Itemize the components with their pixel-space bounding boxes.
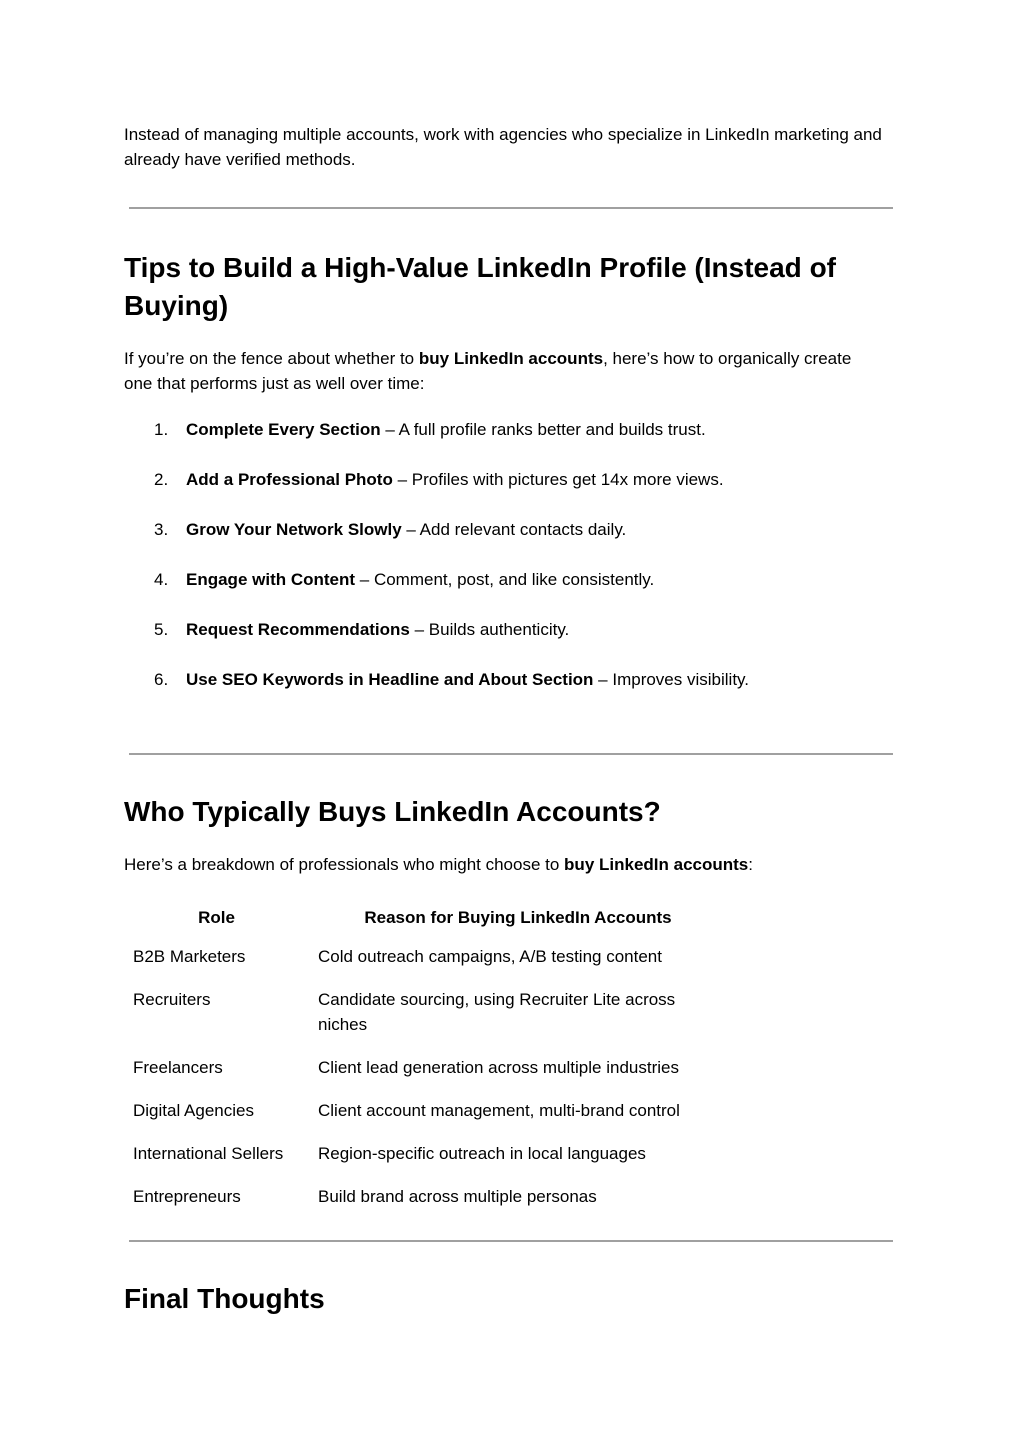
buyers-table <box>124 905 727 1218</box>
item-title: Complete Every Section <box>186 420 381 439</box>
divider <box>129 207 893 209</box>
item-text: – Profiles with pictures get 14x more views. <box>392 470 724 489</box>
role-cell: Digital Agencies <box>133 1101 254 1120</box>
table-row <box>124 935 727 978</box>
item-number: 5. <box>154 620 169 639</box>
role-cell: International Sellers <box>133 1144 284 1163</box>
role-cell: Recruiters <box>133 990 211 1009</box>
item-text: – Add relevant contacts daily. <box>401 520 627 539</box>
header-role: Role <box>198 908 235 927</box>
table-row <box>124 1175 727 1218</box>
lead-text: , here’s how to organically create one that performs just as well over time: <box>124 349 852 393</box>
who-heading: Who Typically Buys LinkedIn Accounts? <box>124 796 661 827</box>
item-text: – Builds authenticity. <box>409 620 570 639</box>
tips-lead <box>124 346 884 396</box>
reason-cell: Candidate sourcing, using Recruiter Lite across niches <box>318 990 676 1034</box>
list-item <box>154 417 706 442</box>
item-text: – A full profile ranks better and builds trust. <box>380 420 706 439</box>
item-text: – Improves visibility. <box>593 670 750 689</box>
table-row <box>124 978 727 1046</box>
divider <box>129 753 893 755</box>
item-title: Grow Your Network Slowly <box>186 520 402 539</box>
reason-cell: Region-specific outreach in local languages <box>318 1144 646 1163</box>
role-cell: Entrepreneurs <box>133 1187 241 1206</box>
reason-cell: Client lead generation across multiple industries <box>318 1058 679 1077</box>
list-item <box>154 617 569 642</box>
list-item <box>154 567 654 592</box>
item-text: – Comment, post, and like consistently. <box>355 570 655 589</box>
who-lead <box>124 852 884 877</box>
item-number: 4. <box>154 570 169 589</box>
item-number: 6. <box>154 670 169 689</box>
item-title: Request Recommendations <box>186 620 410 639</box>
item-number: 3. <box>154 520 169 539</box>
tips-heading: Tips to Build a High-Value LinkedIn Profile (Instead of Buying) <box>124 252 836 321</box>
role-cell: Freelancers <box>133 1058 223 1077</box>
lead-text: Here’s a breakdown of professionals who might choose to <box>124 855 565 874</box>
header-reason: Reason for Buying LinkedIn Accounts <box>364 908 672 927</box>
lead-bold: buy LinkedIn accounts <box>418 349 604 368</box>
final-heading: Final Thoughts <box>124 1283 325 1314</box>
reason-cell: Client account management, multi-brand control <box>318 1101 680 1120</box>
list-item <box>154 667 749 692</box>
table-row <box>124 1089 727 1132</box>
item-title: Add a Professional Photo <box>186 470 393 489</box>
item-title: Use SEO Keywords in Headline and About Section <box>186 670 594 689</box>
intro-paragraph: Instead of managing multiple accounts, work with agencies who specialize in LinkedIn marketing and already have verified methods. <box>124 125 882 169</box>
reason-cell: Cold outreach campaigns, A/B testing content <box>318 947 662 966</box>
item-title: Engage with Content <box>186 570 356 589</box>
role-cell: B2B Marketers <box>133 947 246 966</box>
table-row <box>124 1046 727 1089</box>
list-item <box>154 517 626 542</box>
reason-cell: Build brand across multiple personas <box>318 1187 597 1206</box>
item-number: 1. <box>154 420 169 439</box>
divider <box>129 1240 893 1242</box>
lead-text: : <box>748 855 753 874</box>
lead-bold: buy LinkedIn accounts <box>564 855 749 874</box>
lead-text: If you’re on the fence about whether to <box>124 349 419 368</box>
item-number: 2. <box>154 470 169 489</box>
table-row <box>124 1132 727 1175</box>
list-item <box>154 467 724 492</box>
